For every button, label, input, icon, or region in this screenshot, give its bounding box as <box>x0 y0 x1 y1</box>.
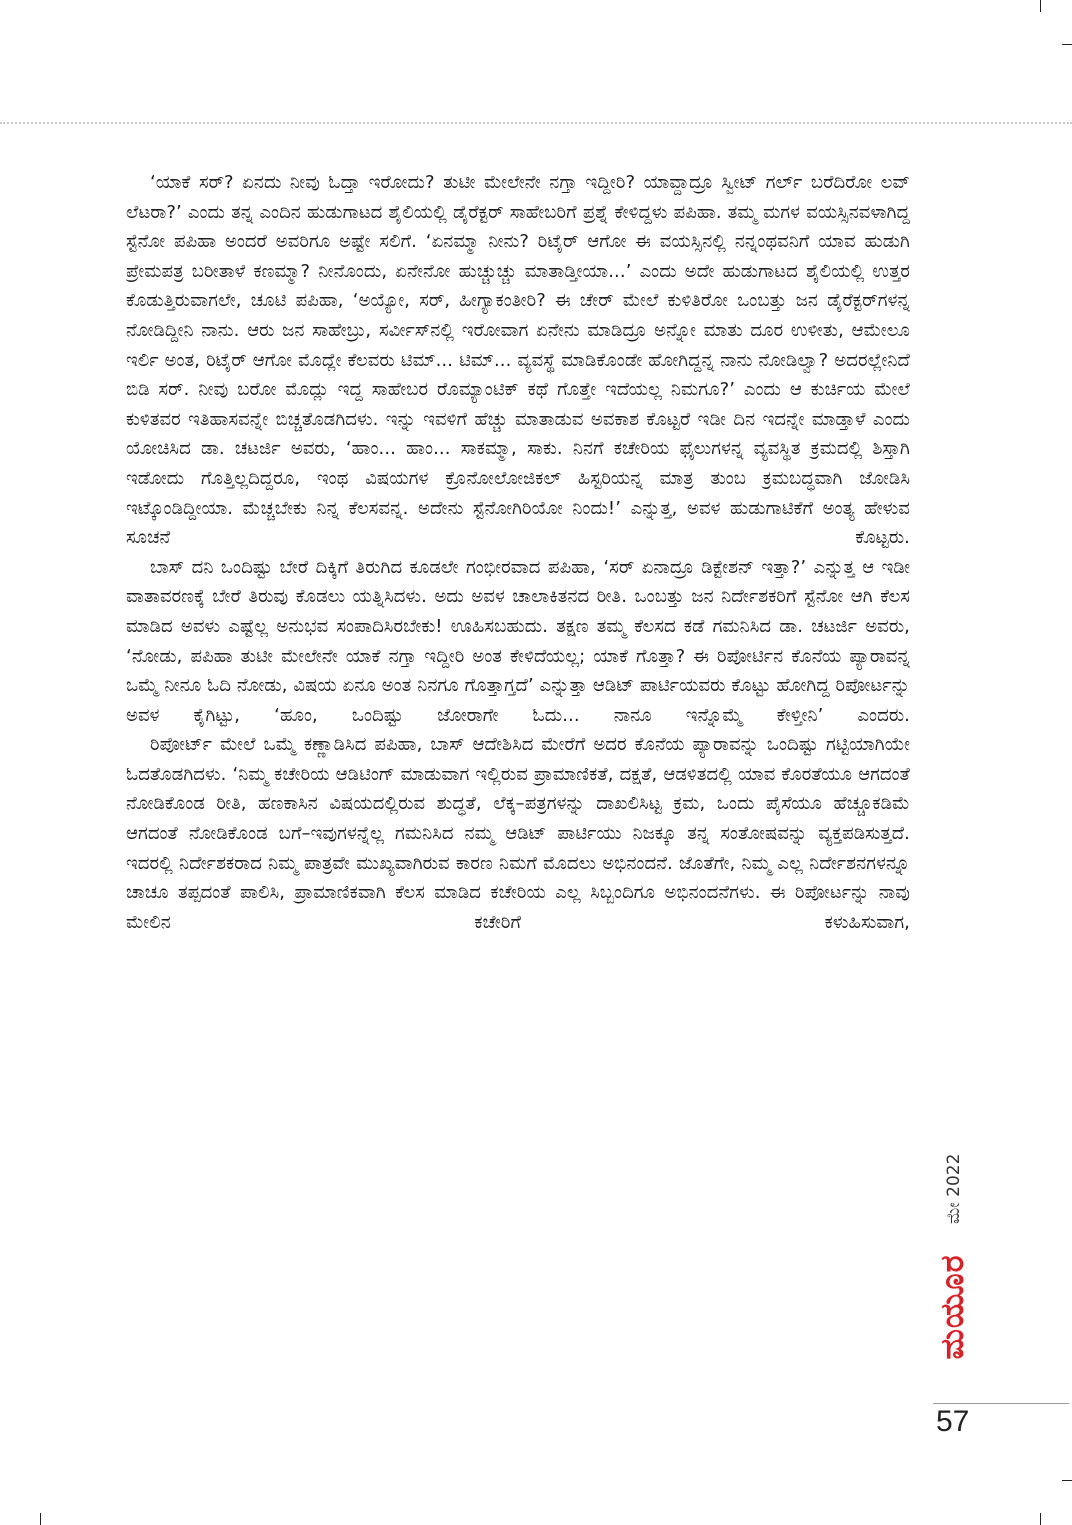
issue-date-vertical <box>938 1128 970 1224</box>
article-body <box>126 168 910 937</box>
issue-date: ಮೇ 2022 <box>944 1153 964 1224</box>
paragraph-3: ರಿಪೋರ್ಟ್ ಮೇಲೆ ಒಮ್ಮೆ ಕಣ್ಣಾಡಿಸಿದ ಪಪಿಹಾ, ಬಾಸ್ ಆದೇಶಿಸಿದ ಮೇರೆಗೆ ಅದರ ಕೊನೆಯ ಪ್ಯಾರಾವನ್ನು ಒಂದಿಷ್ಟು ಗಟ್ಟಿಯಾಗಿಯೇ ಓದತೊಡಗಿದಳು. ‘ನಿಮ್ಮ ಕಚೇರಿಯ ಆಡಿಟಿಂಗ್ ಮಾಡುವಾಗ ಇಲ್ಲಿರುವ ಪ್ರಾಮಾಣಿಕತೆ, ದಕ್ಷತೆ, ಆಡಳಿತದಲ್ಲಿ ಯಾವ ಕೊರತೆಯೂ ಆಗದಂತೆ ನೋಡಿಕೊಂಡ ರೀತಿ, ಹಣಕಾಸಿನ ವಿಷಯದಲ್ಲಿರುವ ಶುದ್ಧತೆ, ಲೆಕ್ಕ–ಪತ್ರಗಳನ್ನು ದಾಖಲಿಸಿಟ್ಟ ಕ್ರಮ, ಒಂದು ಪೈಸೆಯೂ ಹೆಚ್ಚೂಕಡಿಮೆ ಆಗದಂತೆ ನೋಡಿಕೊಂಡ ಬಗೆ–ಇವುಗಳನ್ನೆಲ್ಲ ಗಮನಿಸಿದ ನಮ್ಮ ಆಡಿಟ್ ಪಾರ್ಟಿಯು ನಿಜಕ್ಕೂ ತನ್ನ ಸಂತೋಷವನ್ನು ವ್ಯಕ್ತಪಡಿಸುತ್ತದೆ. ಇದರಲ್ಲಿ ನಿರ್ದೇಶಕರಾದ ನಿಮ್ಮ ಪಾತ್ರವೇ ಮುಖ್ಯವಾಗಿರುವ ಕಾರಣ ನಿಮಗೆ ಮೊದಲು ಅಭಿನಂದನೆ. ಜೊತೆಗೇ, ನಿಮ್ಮ ಎಲ್ಲ ನಿರ್ದೇಶನಗಳನ್ನೂ ಚಾಚೂ ತಪ್ಪದಂತೆ ಪಾಲಿಸಿ, ಪ್ರಾಮಾಣಿಕವಾಗಿ ಕೆಲಸ ಮಾಡಿದ ಕಚೇರಿಯ ಎಲ್ಲ ಸಿಬ್ಬಂದಿಗೂ ಅಭಿನಂದನೆಗಳು. ಈ ರಿಪೋರ್ಟನ್ನು ನಾವು ಮೇಲಿನ ಕಚೇರಿಗೆ ಕಳುಹಿಸುವಾಗ, <box>126 734 910 933</box>
crop-mark-top-right <box>1040 0 1041 12</box>
magazine-name: ಮಯೂರ <box>933 1254 971 1360</box>
crop-mark-top-right-h <box>1062 44 1072 45</box>
paragraph-2: ಬಾಸ್ ದನಿ ಒಂದಿಷ್ಟು ಬೇರೆ ದಿಕ್ಕಿಗೆ ತಿರುಗಿದ ಕೂಡಲೇ ಗಂಭೀರವಾದ ಪಪಿಹಾ, ‘ಸರ್ ಏನಾದ್ರೂ ಡಿಕ್ಟೇಶನ್ ಇತ್ತಾ?’ ಎನ್ನುತ್ತ ಆ ಇಡೀ ವಾತಾವರಣಕ್ಕೆ ಬೇರೆ ತಿರುವು ಕೊಡಲು ಯತ್ನಿಸಿದಳು. ಅದು ಅವಳ ಚಾಲಾಕಿತನದ ರೀತಿ. ಒಂಬತ್ತು ಜನ ನಿರ್ದೇಶಕರಿಗೆ ಸ್ಟೆನೋ ಆಗಿ ಕೆಲಸ ಮಾಡಿದ ಅವಳು ಎಷ್ಟೆಲ್ಲ ಅನುಭವ ಸಂಪಾದಿಸಿರಬೇಕು! ಊಹಿಸಬಹುದು. ತಕ್ಷಣ ತಮ್ಮ ಕೆಲಸದ ಕಡೆ ಗಮನಿಸಿದ ಡಾ. ಚಟರ್ಜಿ ಅವರು, ‘ನೋಡು, ಪಪಿಹಾ ತುಟೀ ಮೇಲೇನೇ ಯಾಕೆ ನಗ್ತಾ ಇದ್ದೀರಿ ಅಂತ ಕೇಳಿದೆಯಲ್ಲ; ಯಾಕೆ ಗೊತ್ತಾ? ಈ ರಿಪೋರ್ಟಿನ ಕೊನೆಯ ಪ್ಯಾರಾವನ್ನ ಒಮ್ಮೆ ನೀನೂ ಓದಿ ನೋಡು, ವಿಷಯ ಏನೂ ಅಂತ ನಿನಗೂ ಗೊತ್ತಾಗ್ತದೆ’ ಎನ್ನುತ್ತಾ ಆಡಿಟ್ ಪಾರ್ಟಿಯವರು ಕೊಟ್ಟು ಹೋಗಿದ್ದ ರಿಪೋರ್ಟನ್ನು ಅವಳ ಕೈಗಿಟ್ಟು, ‘ಹೂಂ, ಒಂದಿಷ್ಟು ಜೋರಾಗೇ ಓದು... ನಾನೂ ಇನ್ನೊಮ್ಮೆ ಕೇಳ್ತೀನಿ’ ಎಂದರು. <box>126 556 910 726</box>
crop-mark-bottom-left <box>40 1513 41 1525</box>
magazine-logo-vertical <box>932 1232 972 1382</box>
crop-mark-bottom-right-h <box>1062 1480 1072 1481</box>
header-dotted-rule <box>0 122 1072 124</box>
page-number: 57 <box>936 1405 970 1438</box>
paragraph-1: ‘ಯಾಕೆ ಸರ್? ಏನದು ನೀವು ಓದ್ತಾ ಇರೋದು? ತುಟೀ ಮೇಲೇನೇ ನಗ್ತಾ ಇದ್ದೀರಿ? ಯಾವ್ದಾದ್ರೂ ಸ್ವೀಟ್ ಗರ್ಲ್ ಬರೆದಿರೋ ಲವ್ ಲೆಟರಾ?’ ಎಂದು ತನ್ನ ಎಂದಿನ ಹುಡುಗಾಟದ ಶೈಲಿಯಲ್ಲಿ ಡೈರೆಕ್ಟರ್ ಸಾಹೇಬರಿಗೆ ಪ್ರಶ್ನೆ ಕೇಳಿದ್ದಳು ಪಪಿಹಾ. ತಮ್ಮ ಮಗಳ ವಯಸ್ಸಿನವಳಾಗಿದ್ದ ಸ್ಟೆನೋ ಪಪಿಹಾ ಅಂದರೆ ಅವರಿಗೂ ಅಷ್ಟೇ ಸಲಿಗೆ. ‘ಏನಮ್ಮಾ ನೀನು? ರಿಟೈರ್ ಆಗೋ ಈ ವಯಸ್ಸಿನಲ್ಲಿ ನನ್ನಂಥವನಿಗೆ ಯಾವ ಹುಡುಗಿ ಪ್ರೇಮಪತ್ರ ಬರೀತಾಳೆ ಕಣಮ್ಮಾ? ನೀನೊಂದು, ಏನೇನೋ ಹುಚ್ಚುಚ್ಚು ಮಾತಾಡ್ತೀಯಾ...’ ಎಂದು ಅದೇ ಹುಡುಗಾಟದ ಶೈಲಿಯಲ್ಲಿ ಉತ್ತರ ಕೊಡುತ್ತಿರುವಾಗಲೇ, ಚೂಟಿ ಪಪಿಹಾ, ‘ಅಯ್ಯೋ, ಸರ್, ಹೀಗ್ಯಾಕಂತೀರಿ? ಈ ಚೇರ್ ಮೇಲೆ ಕುಳಿತಿರೋ ಒಂಬತ್ತು ಜನ ಡೈರೆಕ್ಟರ್‌ಗಳನ್ನ ನೋಡಿದ್ದೀನಿ ನಾನು. ಆರು ಜನ ಸಾಹೇಬ್ರು, ಸರ್ವೀಸ್‌ನಲ್ಲಿ ಇರೋವಾಗ ಏನೇನು ಮಾಡಿದ್ರೂ ಅನ್ನೋ ಮಾತು ದೂರ ಉಳೀತು, ಆಮೇಲೂ ಇರ್ಲಿ ಅಂತ, ರಿಟೈರ್ ಆಗೋ ಮೊದ್ಲೇ ಕೆಲವರು ಟಿಮ್... ಟಿಮ್... ವ್ಯವಸ್ಥೆ ಮಾಡಿಕೊಂಡೇ ಹೋಗಿದ್ದನ್ನ ನಾನು ನೋಡಿಲ್ವಾ? ಅದರಲ್ಲೇನಿದೆ ಬಿಡಿ ಸರ್. ನೀವು ಬರೋ ಮೊದ್ಲು ಇದ್ದ ಸಾಹೇಬರ ರೊಮ್ಯಾಂಟಿಕ್ ಕಥೆ ಗೊತ್ತೇ ಇದೆಯಲ್ಲ ನಿಮಗೂ?’ ಎಂದು ಆ ಕುರ್ಚಿಯ ಮೇಲೆ ಕುಳಿತವರ ಇತಿಹಾಸವನ್ನೇ ಬಿಚ್ಚತೊಡಗಿದಳು. ಇನ್ನು ಇವಳಿಗೆ ಹೆಚ್ಚು ಮಾತಾಡುವ ಅವಕಾಶ ಕೊಟ್ಟರೆ ಇಡೀ ದಿನ ಇದನ್ನೇ ಮಾಡ್ತಾಳೆ ಎಂದು ಯೋಚಿಸಿದ ಡಾ. ಚಟರ್ಜಿ ಅವರು, ‘ಹಾಂ... ಹಾಂ... ಸಾಕಮ್ಮಾ, ಸಾಕು. ನಿನಗೆ ಕಚೇರಿಯ ಫೈಲುಗಳನ್ನ ವ್ಯವಸ್ಥಿತ ಕ್ರಮದಲ್ಲಿ ಶಿಸ್ತಾಗಿ ಇಡೋದು ಗೊತ್ತಿಲ್ಲದಿದ್ದರೂ, ಇಂಥ ವಿಷಯಗಳ ಕ್ರೊನೋಲೋಜಿಕಲ್ ಹಿಸ್ಟರಿಯನ್ನ ಮಾತ್ರ ತುಂಬ ಕ್ರಮಬದ್ಧವಾಗಿ ಜೋಡಿಸಿ ಇಟ್ಕೊಂಡಿದ್ದೀಯಾ. ಮೆಚ್ಚಬೇಕು ನಿನ್ನ ಕೆಲಸವನ್ನ. ಅದೇನು ಸ್ಟೆನೋಗಿರಿಯೋ ನಿಂದು!’ ಎನ್ನುತ್ತ, ಅವಳ ಹುಡುಗಾಟಿಕೆಗೆ ಅಂತ್ಯ ಹೇಳುವ ಸೂಚನೆ ಕೊಟ್ಟರು. <box>126 172 910 549</box>
crop-mark-bottom-right <box>1040 1513 1041 1525</box>
